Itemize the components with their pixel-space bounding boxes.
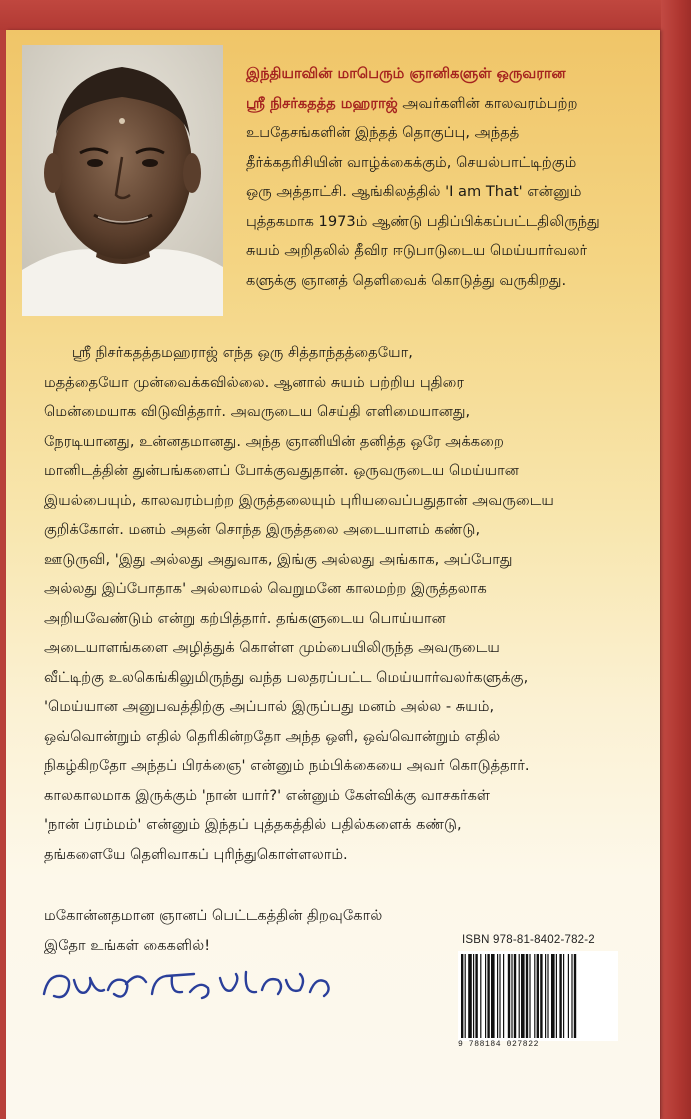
barcode-bar [519, 954, 520, 1038]
text-line: களுக்கு ஞானத் தெளிவைக் கொடுத்து வருகிறது. [246, 271, 567, 289]
barcode-bar [556, 954, 557, 1038]
barcode-bar [503, 954, 504, 1038]
barcode-bar [537, 954, 539, 1038]
text-line: அடையாளங்களை அழித்துக் கொள்ள மும்பையிலிருந்த அவருடைய [44, 639, 500, 656]
barcode-bar [526, 954, 528, 1038]
text-line: வீட்டிற்கு உலகெங்கிலுமிருந்து வந்த பலதரப்பட்ட மெய்யார்வலர்களுக்கு, [44, 668, 529, 686]
text-line: சுயம் அறிதலில் தீவிர ஈடுபாடுடைய மெய்யார்வலர் [246, 242, 588, 259]
author-name: ஸ்ரீ நிசர்கதத்த மஹராஜ் [246, 94, 398, 112]
text-line: குறிக்கோள். மனம் அதன் சொந்த இருத்தலை அடையாளம் கண்டு, [44, 521, 481, 538]
text-line: மென்மையாக விடுவித்தார். அவருடைய செய்தி எளிமையானது, [44, 403, 471, 420]
text-line: மதத்தையோ முன்வைக்கவில்லை. ஆனால் சுயம் பற்றிய புதிரை [44, 373, 464, 391]
barcode-bar [559, 954, 561, 1038]
text-line: ஒரு அத்தாட்சி. ஆங்கிலத்தில் 'I am That' என்னும் [246, 183, 582, 200]
barcode-bar [508, 954, 510, 1038]
text-line: அறியவேண்டும் என்று கற்பித்தார். தங்களுடைய பொய்யான [44, 609, 446, 627]
barcode-bar [480, 954, 481, 1038]
publisher-logo-text: கண்ணதாசன் பதிப்பகம் [34, 960, 45, 961]
barcode-bar [461, 954, 463, 1038]
barcode-bar [547, 954, 548, 1038]
barcode-bar [529, 954, 530, 1038]
author-photo [22, 45, 223, 316]
text-line: இந்தியாவின் மாபெரும் ஞானிகளுள் ஒருவரான [246, 65, 566, 82]
text-line: ஒவ்வொன்றும் எதில் தெரிகின்றதோ அந்த ஒளி, ஒவ்வொன்றும் எதில் [44, 727, 501, 745]
barcode-bar [521, 954, 525, 1038]
text-line: இதோ உங்கள் கைகளில்! [44, 936, 211, 954]
barcode-bar [545, 954, 546, 1038]
text-line: ஸ்ரீ நிசர்கதத்தமஹராஜ் எந்த ஒரு சித்தாந்தத்தையோ, [44, 344, 413, 361]
description-paragraph [44, 338, 554, 869]
barcode-bar [487, 954, 489, 1038]
barcode-bar [571, 954, 572, 1038]
text-line: நேரடியானது, உன்னதமானது. அந்த ஞானியின் தனித்த ஒரே அக்கறை [44, 432, 504, 450]
barcode-bar [568, 954, 569, 1038]
barcode-bar [563, 954, 564, 1038]
text-line: இயல்பையும், காலவரம்பற்ற இருத்தலையும் புரியவைப்பதுதான் அவருடைய [44, 491, 554, 509]
text-line: தீர்க்கதரிசியின் வாழ்க்கைக்கும், செயல்பாட்டிற்கும் [246, 153, 577, 171]
text-line: உபதேசங்களின் இந்தத் தொகுப்பு, அந்தத் [246, 124, 520, 141]
text-line: 'மெய்யான அனுபவத்திற்கு அப்பால் இருப்பது மனம் அல்ல - சுயம், [44, 698, 495, 715]
text-line: மகோன்னதமான ஞானப் பெட்டகத்தின் திறவுகோல் [44, 907, 383, 924]
barcode-bar [491, 954, 495, 1038]
barcode-bar [514, 954, 516, 1038]
barcode-bar [499, 954, 500, 1038]
barcode-bar [511, 954, 512, 1038]
barcode-bar [485, 954, 486, 1038]
barcode-bar [540, 954, 542, 1038]
text-line: அல்லது இப்போதாக' அல்லாமல் வெறுமனே காலமற்ற இருத்தலாக [44, 580, 487, 597]
barcode [458, 951, 618, 1041]
text-line: காலகாலமாக இருக்கும் 'நான் யார்?' என்னும் கேள்விக்கு வாசகர்கள் [44, 786, 491, 804]
text-line: மானிடத்தின் துன்பங்களைப் போக்குவதுதான். ஒருவருடைய மெய்யான [44, 462, 519, 479]
text-line: புத்தகமாக 1973ம் ஆண்டு பதிப்பிக்கப்பட்டதிலிருந்து [246, 212, 600, 230]
text-line: ஊடுருவி, 'இது அல்லது அதுவாக, இங்கு அல்லது அங்காக, அப்போது [44, 550, 513, 568]
isbn-label: ISBN 978-81-8402-782-2 [462, 934, 595, 946]
text-line: நிகழ்கிறதோ அந்தப் பிரக்ஞை' என்னும் நம்பிக்கையை அவர் கொடுத்தார். [44, 757, 530, 774]
barcode-digits: 9 788184 027822 [458, 1040, 540, 1049]
barcode-bar [574, 954, 576, 1038]
cover-edge [661, 0, 691, 1119]
closing-paragraph [44, 901, 382, 960]
text-line: 'நான் ப்ரம்மம்' என்னும் இந்தப் புத்தகத்தில் பதில்களைக் கண்டு, [44, 816, 462, 833]
text-line: தங்களையே தெளிவாகப் புரிந்துகொள்ளலாம். [44, 845, 348, 863]
barcode-bar [497, 954, 498, 1038]
barcode-bar [465, 954, 466, 1038]
barcode-bar [551, 954, 555, 1038]
barcode-bar [534, 954, 535, 1038]
publisher-logo [34, 960, 344, 1020]
barcode-bar [475, 954, 477, 1038]
intro-paragraph [246, 59, 600, 295]
barcode-bar [473, 954, 474, 1038]
top-border [0, 0, 691, 30]
portrait-image [22, 45, 223, 316]
text-line: ஸ்ரீ நிசர்கதத்த மஹராஜ் அவர்களின் காலவரம்பற்ற [246, 94, 578, 112]
barcode-bar [468, 954, 472, 1038]
